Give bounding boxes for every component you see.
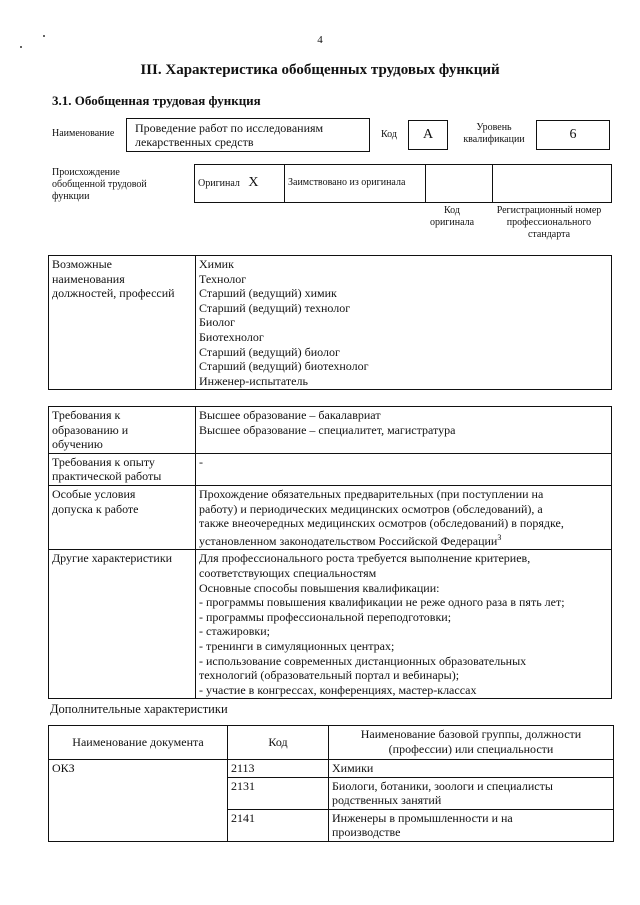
code-value-box [408, 120, 448, 150]
origin-table [194, 164, 612, 203]
row-name-cell [329, 760, 614, 778]
level-label-line1: Уровень [476, 122, 512, 133]
education-label-line3: обучению [52, 437, 103, 452]
requirements-table [48, 406, 612, 699]
row-name-line2: родственных занятий [332, 793, 442, 808]
name-value-line1: Проведение работ по исследованиям [135, 121, 324, 135]
row-name-cell [329, 809, 614, 841]
code-value: А [422, 127, 434, 142]
other-line: - участие в конгрессах, конференциях, мастер-классах [199, 682, 477, 697]
other-line: технологий (образовательный портал и вебинары); [199, 668, 460, 683]
origin-label-line3: функции [52, 191, 90, 202]
other-line: соответствующих специальностям [199, 565, 377, 580]
experience-label-line1: Требования к опыту [52, 454, 155, 469]
subsection-title: 3.1. Обобщенная трудовая функция [52, 93, 261, 108]
origin-code-cell [426, 165, 493, 203]
conditions-label-cell [49, 485, 196, 549]
conditions-label-line1: Особые условия [52, 486, 136, 501]
position-item: Биолог [199, 315, 236, 330]
conditions-label-line2: допуска к работе [52, 501, 139, 516]
doc-name: ОКЗ [49, 760, 228, 842]
conditions-value-cell [196, 485, 612, 549]
col-name-line1: Наименование базовой группы, должности [360, 727, 582, 741]
positions-label-line3: должностей, профессий [52, 286, 175, 301]
education-line1: Высшее образование – бакалавриат [199, 408, 381, 422]
row-code: 2113 [228, 760, 329, 778]
other-line: Основные способы повышения квалификации: [199, 580, 440, 595]
row-code: 2141 [228, 809, 329, 841]
row-code: 2131 [228, 777, 329, 809]
origin-label [52, 167, 147, 203]
education-value-cell [196, 407, 612, 454]
position-item: Старший (ведущий) технолог [199, 300, 351, 315]
row-name-cell [329, 777, 614, 809]
code-caption-line1: Код [444, 205, 460, 216]
level-value-box [536, 120, 610, 150]
origin-reg-cell [493, 165, 612, 203]
section-title: III. Характеристика обобщенных трудовых функций [140, 62, 500, 78]
position-item: Старший (ведущий) химик [199, 286, 337, 301]
name-value-box [126, 118, 370, 152]
experience-value: - [196, 453, 612, 485]
other-line: - использование современных дистанционных образовательных [199, 653, 527, 668]
level-value: 6 [569, 127, 577, 142]
col-code-header: Код [228, 726, 329, 760]
col-doc-header: Наименование документа [49, 726, 228, 760]
education-label-line1: Требования к [52, 408, 121, 422]
code-caption [420, 205, 484, 229]
conditions-line4: установленном законодательством Российской Федерации [199, 533, 498, 548]
row-name-line1: Биологи, ботаники, зоологи и специалисты [332, 778, 553, 793]
other-line: - программы профессиональной переподготовки; [199, 609, 452, 624]
level-label [455, 122, 533, 146]
borrowed-label: Заимствовано из оригинала [285, 165, 426, 203]
name-label: Наименование [52, 128, 115, 139]
code-label: Код [381, 129, 397, 140]
reg-caption-line1: Регистрационный номер [496, 205, 602, 216]
conditions-line2: работу) и периодических медицинских осмотров (обследований), а [199, 501, 543, 516]
row-name-line2: производстве [332, 825, 401, 840]
row-name-line1: Инженеры в промышленности и на [332, 810, 513, 825]
education-label-cell [49, 407, 196, 454]
education-label-line2: образованию и [52, 422, 129, 437]
education-line2: Высшее образование – специалитет, магистратура [199, 422, 456, 437]
experience-label-cell [49, 453, 196, 485]
other-line: - тренинги в симуляционных центрах; [199, 638, 395, 653]
origin-label-line2: обобщенной трудовой [52, 179, 147, 190]
positions-list-cell [196, 256, 612, 390]
col-name-line2: (профессии) или специальности [388, 741, 554, 756]
conditions-line3: также внеочередных медицинских осмотров (обследований) в порядке, [199, 516, 564, 531]
scan-speck [20, 46, 22, 48]
positions-table [48, 255, 612, 390]
position-item: Технолог [199, 271, 247, 286]
other-line: - стажировки; [199, 624, 271, 639]
other-line: Для профессионального роста требуется выполнение критериев, [199, 551, 531, 566]
code-caption-line2: оригинала [429, 217, 475, 228]
reg-caption-line3: стандарта [527, 229, 571, 240]
level-label-line2: квалификации [463, 134, 525, 145]
other-value-cell [196, 550, 612, 699]
other-line: - программы повышения квалификации не реже одного раза в пять лет; [199, 595, 565, 610]
original-label: Оригинал [198, 177, 240, 189]
name-value-line2: лекарственных средств [135, 135, 254, 149]
additional-table [48, 725, 614, 842]
position-item: Биотехнолог [199, 329, 264, 344]
positions-label-cell [49, 256, 196, 390]
positions-label-line2: наименования [52, 271, 125, 286]
other-label: Другие характеристики [49, 550, 196, 699]
positions-label-line1: Возможные [52, 257, 112, 271]
original-mark: X [248, 174, 259, 190]
position-item: Инженер-испытатель [199, 373, 308, 388]
experience-label-line2: практической работы [52, 469, 162, 484]
col-name-header [329, 726, 614, 760]
origin-label-line1: Происхождение [52, 167, 120, 178]
position-item: Химик [199, 257, 234, 271]
conditions-line4-wrap [199, 531, 608, 549]
page-number: 4 [317, 34, 323, 46]
position-item: Старший (ведущий) биотехнолог [199, 359, 369, 374]
origin-original-cell [195, 165, 285, 203]
conditions-footnote: 3 [497, 532, 502, 542]
position-item: Старший (ведущий) биолог [199, 344, 340, 359]
additional-title: Дополнительные характеристики [50, 702, 228, 716]
reg-caption-line2: профессионального [506, 217, 592, 228]
reg-caption [486, 205, 612, 241]
row-name-line1: Химики [332, 761, 374, 775]
conditions-line1: Прохождение обязательных предварительных (при поступлении на [199, 486, 544, 501]
